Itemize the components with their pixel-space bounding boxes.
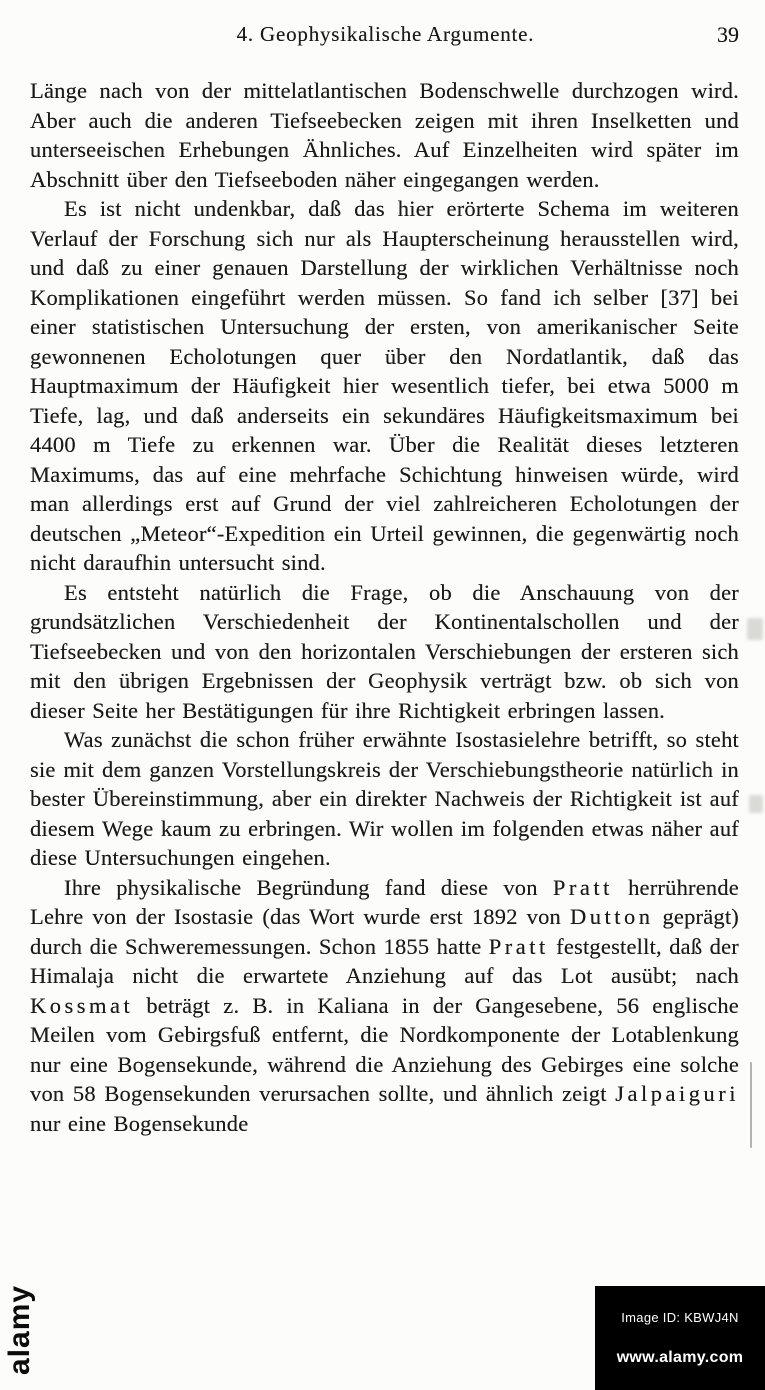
page-number: 39 xyxy=(717,22,739,47)
margin-pencil-mark xyxy=(750,1062,752,1148)
watermark-id-box xyxy=(595,1286,765,1390)
text-run: Ihre physikalische Begründung fand diese von xyxy=(64,874,553,900)
page-header xyxy=(30,22,741,54)
emphasized-name: Dutton xyxy=(569,904,654,929)
emphasized-name: Pratt xyxy=(488,933,549,959)
paragraph xyxy=(30,873,739,1139)
watermark-url: www.alamy.com xyxy=(616,1348,744,1366)
emphasized-name: Kossmat xyxy=(30,992,134,1018)
scan-artifact xyxy=(747,618,763,640)
paragraph xyxy=(30,76,739,194)
paragraph xyxy=(30,578,739,726)
text-run: herrührende Lehre von der Isostasie (das Wort wurde erst 1892 von xyxy=(30,874,739,929)
text-run: geprägt) durch die Schweremessungen. Schon 1855 hatte xyxy=(30,904,740,959)
text-run: Länge nach von der mittelatlantischen Bodenschwelle durchzogen wird. Aber auch die anderen Tiefseebecken zeigen mit ihren Inselketten und unterseeischen Erhebungen Ähnliches. Auf Einzelheiten wird später im Abschnitt über den Tiefseeboden näher eingegangen werden. xyxy=(30,78,739,192)
chapter-heading: 4. Geophysikalische Argumente. xyxy=(236,22,535,46)
paragraph xyxy=(30,194,739,578)
alamy-logo: alamy xyxy=(3,1284,36,1376)
text-block xyxy=(30,76,739,1138)
text-run: beträgt z. B. in Kaliana in der Gangesebene, 56 englische Meilen vom Gebirgsfuß entfernt, die Nordkomponente der Lotablenkung nur eine Bogensekunde, während die Anziehung des Gebirges eine solche von 58 Bogensekunden verursachen sollte, und ähnlich zeigt xyxy=(30,992,739,1106)
text-run: Es ist nicht undenkbar, daß das hier erörterte Schema im weiteren Verlauf der Forschung sich nur als Haupterscheinung herausstellen wird, und daß zu einer genauen Darstellung der wirklichen Verhältnisse noch Komplikationen eingeführt werden müssen. So fand ich selber [37] bei einer statistischen Untersuchung der ersten, von amerikanischer Seite gewonnenen Echolotungen quer über den Nordatlantik, daß das Hauptmaximum der Häufigkeit hier wesentlich tiefer, bei etwa 5000 m Tiefe, lag, und daß anderseits ein sekundäres Häufigkeitsmaximum bei 4400 m Tiefe zu erkennen war. Über die Realität dieses letzteren Maximums, das auf eine mehrfache Schichtung hinweisen würde, wird man allerdings erst auf Grund der viel zahlreicheren Echolotungen der deutschen „Meteor“-Expedition ein Urteil gewinnen, die gegenwärtig noch nicht daraufhin untersucht sind. xyxy=(30,196,739,575)
text-run: festgestellt, daß der Himalaja nicht die erwartete Anziehung auf das Lot ausübt; nach xyxy=(30,933,739,988)
paragraph xyxy=(30,725,739,873)
text-run: Was zunächst die schon früher erwähnte Isostasielehre betrifft, so steht sie mit dem ganzen Vorstellungskreis der Verschiebungstheorie natürlich in bester Übereinstimmung, aber ein direkter Nachweis der Richtigkeit ist auf diesem Wege kaum zu erbringen. Wir wollen im folgenden etwas näher auf diese Untersuchungen eingehen. xyxy=(30,727,739,870)
text-run: nur eine Bogensekunde xyxy=(30,1110,249,1136)
watermark-image-id: Image ID: KBWJ4N xyxy=(621,1309,739,1325)
emphasized-name: Jalpaiguri xyxy=(615,1081,739,1106)
scan-artifact xyxy=(749,795,763,813)
text-run: Es entsteht natürlich die Frage, ob die Anschauung von der grundsätzlichen Verschiedenheit der Kontinentalschollen und der Tiefseebecken und von den horizontalen Verschiebungen der ersteren sich mit den übrigen Ergebnissen der Geophysik verträgt bzw. ob sich von dieser Seite her Bestätigungen für ihre Richtigkeit erbringen lassen. xyxy=(30,579,739,723)
emphasized-name: Pratt xyxy=(552,874,613,900)
